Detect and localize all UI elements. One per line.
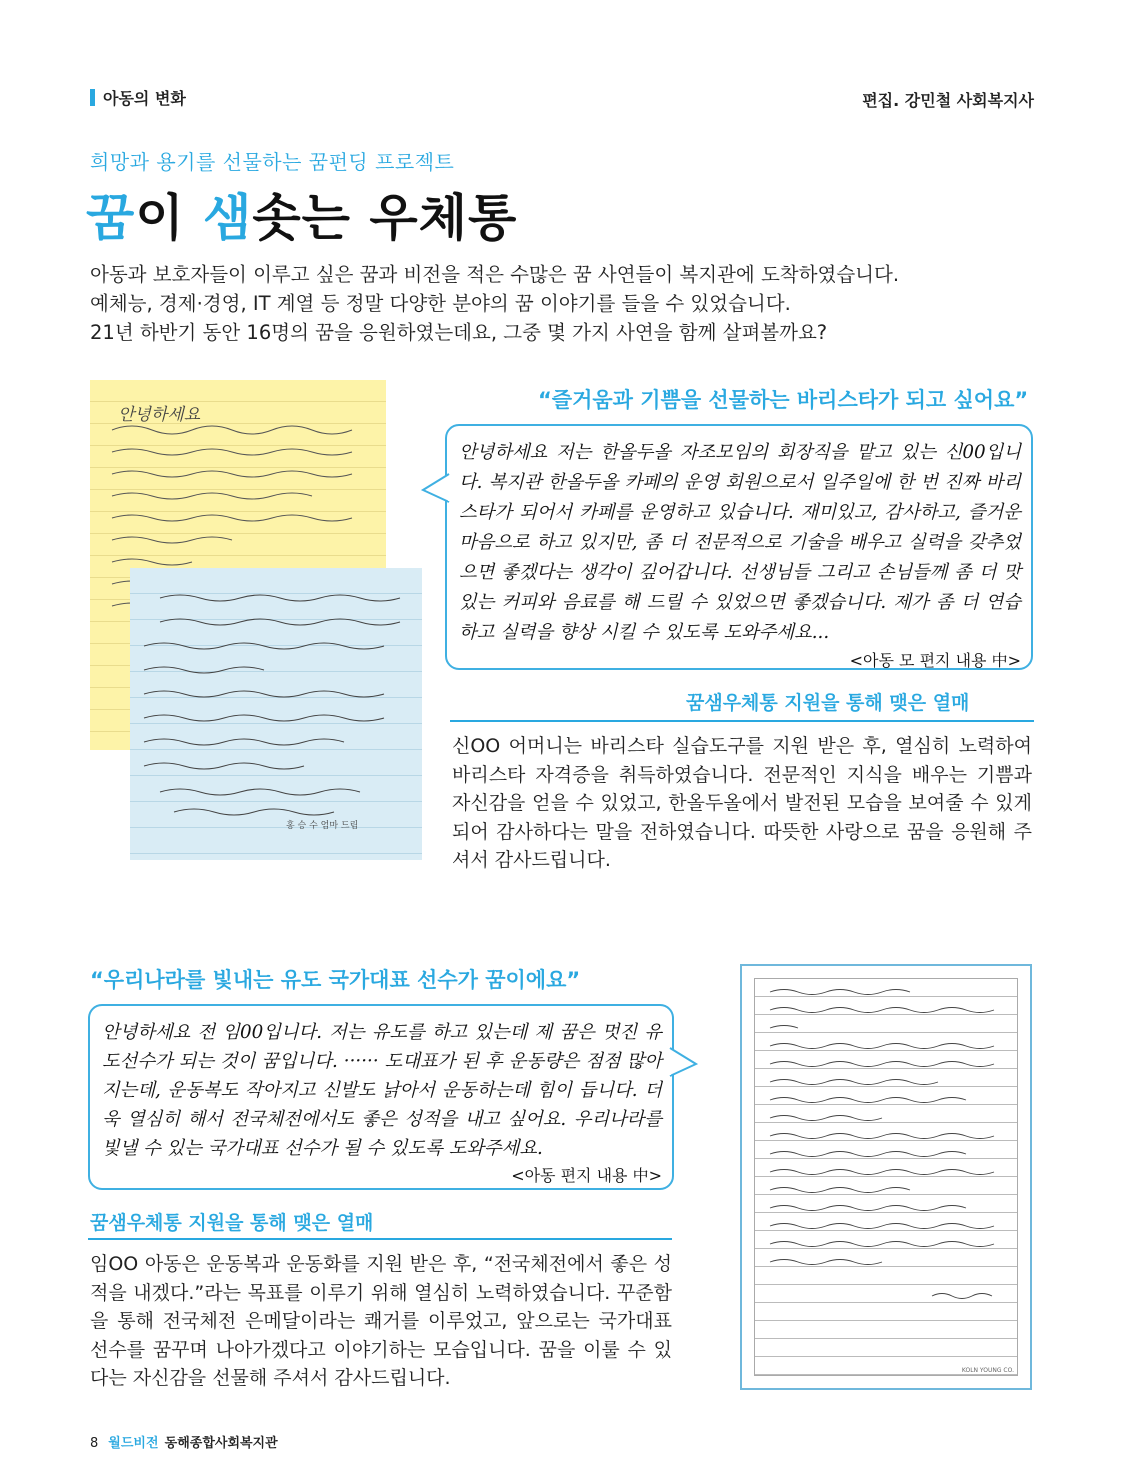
story1-quote-title: “즐거움과 기쁨을 선물하는 바리스타가 되고 싶어요” [538,388,1029,412]
letter-signature: 홍 승 수 엄마 드림 [286,821,359,831]
story1-source: <아동 모 편지 내용 中> [849,651,1021,670]
greeting-scribble: 안녕하세요 [118,405,201,425]
divider [88,1238,672,1240]
page-number: 8 [90,1436,99,1451]
story2-quote-title: “우리나라를 빛내는 유도 국가대표 선수가 꿈이에요” [90,968,581,992]
story1-fruit-body: 신OO 어머니는 바리스타 실습도구를 지원 받은 후, 열심히 노력하여 바리스타 자격증을 취득하였습니다. 전문적인 지식을 배우는 기쁨과 자신감을 얻을 수 있었고, 한올두올에서 발전된 모습을 보여줄 수 있게 되어 감사하다는 말을 전하였습니다. 따뜻한 사랑으로 꿈을 응원해 주셔서 감사드립니다. [452,735,1032,871]
story1-fruit-title: 꿈샘우체통 지원을 통해 맺은 열매 [686,692,970,714]
main-title [86,178,517,250]
bubble-tail [421,472,451,506]
intro-line: 예체능, 경제·경영, IT 계열 등 정말 다양한 분야의 꿈 이야기를 들을 수 있었습니다. [90,292,791,315]
title-part-4: 솟는 우체통 [252,189,518,247]
story2-letter-text: 안녕하세요 전 임00입니다. 저는 유도를 하고 있는데 제 꿈은 멋진 유도선수가 되는 것이 꿈입니다. ······ 도대표가 된 후 운동량은 점점 많아지는데, 운동복도 작아지고 신발도 낡아서 운동하는데 힘이 듭니다. 더욱 열심히 해서 전국체전에서도 좋은 성적을 내고 싶어요. 우리나라를 빛낼 수 있는 국가대표 선수가 될 수 있도록 도와주세요. [102,1022,662,1159]
divider [450,720,1034,722]
title-part-2: 이 [135,189,204,247]
title-part-1: 꿈 [86,189,136,247]
title-part-3: 샘 [203,189,253,247]
story2-fruit-title: 꿈샘우체통 지원을 통해 맺은 열매 [90,1212,374,1234]
section-bar [90,89,95,106]
section-tag [90,86,186,109]
footer-org: 월드비전 [108,1436,159,1451]
subtitle: 희망과 용기를 선물하는 꿈펀딩 프로젝트 [90,150,455,174]
bubble-tail [668,1046,698,1080]
footer-center: 동해종합사회복지관 [164,1436,278,1451]
intro-line: 21년 하반기 동안 16명의 꿈을 응원하였는데요, 그중 몇 가지 사연을 함께 살펴볼까요? [90,321,828,344]
handwritten-letter-lined-image [740,964,1032,1390]
handwritten-letter-blue-image [130,568,422,860]
scribble-lines [130,568,422,860]
story2-fruit-body: 임OO 아동은 운동복과 운동화를 지원 받은 후, “전국체전에서 좋은 성적을 내겠다.”라는 목표를 이루기 위해 열심히 노력하였습니다. 꾸준함을 통해 전국체전 은메달이라는 쾌거를 이루었고, 앞으로는 국가대표 선수를 꿈꾸며 나아가겠다고 이야기하는 모습입니다. 꿈을 이룰 수 있다는 자신감을 선물해 주셔서 감사드립니다. [90,1253,672,1389]
section-label: 아동의 변화 [103,89,186,108]
page-footer [90,1432,278,1451]
intro-paragraph [90,260,1050,347]
story1-letter-text: 안녕하세요 저는 한올두올 자조모임의 회장직을 맡고 있는 신00입니다. 복지관 한올두올 카페의 운영 회원으로서 일주일에 한 번 진짜 바리스타가 되어서 카페를 운영하고 있습니다. 재미있고, 감사하고, 즐거운 마음으로 하고 있지만, 좀 더 전문적으로 기술을 배우고 실력을 갖추었으면 좋겠다는 생각이 깊어갑니다. 선생님들 그리고 손님들께 좀 더 맛있는 커피와 음료를 해 드릴 수 있었으면 좋겠습니다. 제가 좀 더 연습하고 실력을 향상 시킬 수 있도록 도와주세요... [459,442,1021,643]
intro-line: 아동과 보호자들이 이루고 싶은 꿈과 비전을 적은 수많은 꿈 사연들이 복지관에 도착하였습니다. [90,263,900,286]
story2-source: <아동 편지 내용 中> [511,1166,662,1185]
story2-speech-bubble [88,1004,674,1190]
editor-credit: 편집. 강민철 사회복지사 [862,91,1034,110]
scribble-lines [742,966,1034,1392]
paper-brand: KOLN YOUNG CO. [961,1367,1014,1374]
story1-speech-bubble [445,424,1033,670]
